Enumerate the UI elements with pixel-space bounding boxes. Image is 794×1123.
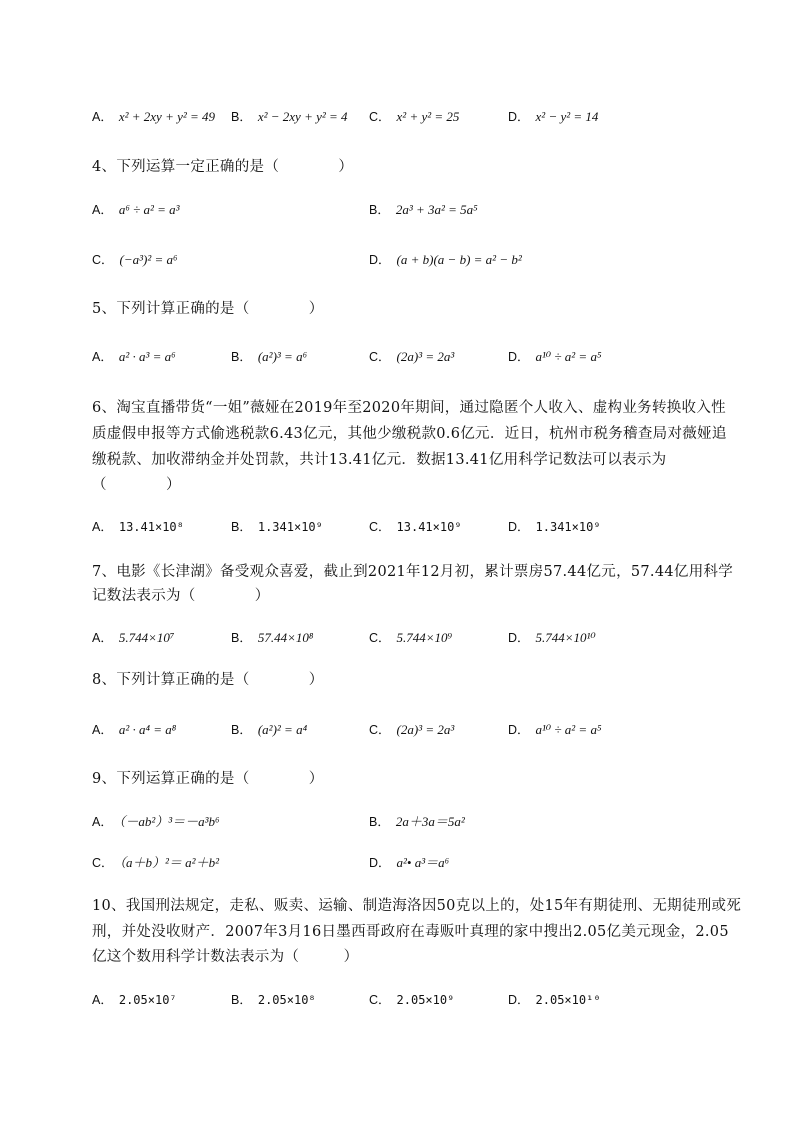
q7-stem-line-1: 7、电影《长津湖》备受观众喜爱，截止到2021年12月初，累计票房57.44亿元，57.44亿用科学 [92,564,734,580]
q3-option-d: D． x² − y² = 14 [508,109,599,124]
q7-option-c: C． 5.744×10⁹ [369,630,453,645]
q8-option-b: B． (a²)² = a⁴ [231,722,308,737]
q7-option-b: B． 57.44×10⁸ [231,630,314,645]
q9-option-c: C． （a＋b）²＝ a²＋b² [92,855,219,870]
q5-option-b: B． (a²)³ = a⁶ [231,349,308,364]
q6-option-c: C． 13.41×10⁹ [369,520,462,534]
q5-stem: 5、下列计算正确的是（ ） [92,301,324,317]
q9-option-b: B． 2a＋3a＝5a² [369,814,465,829]
q9-option-a: A． （－ab²）³＝－a³b⁶ [92,814,220,829]
q4-option-d: D． (a + b)(a − b) = a² − b² [369,252,522,267]
q10-option-a: A． 2.05×10⁷ [92,993,177,1007]
q5-option-d: D． a¹⁰ ÷ a² = a⁵ [508,349,602,364]
q9-stem: 9、下列运算正确的是（ ） [92,771,324,787]
q10-stem-line-2: 刑，并处没收财产．2007年3月16日墨西哥政府在毒贩叶真理的家中搜出2.05亿美元现金，2.05 [92,924,729,940]
q4-stem: 4、下列运算一定正确的是（ ） [92,159,354,175]
q3-option-b: B． x² − 2xy + y² = 4 [231,109,348,124]
q10-option-d: D． 2.05×10¹⁰ [508,993,601,1007]
q8-option-a: A． a² · a⁴ = a⁸ [92,722,177,737]
q6-option-a: A． 13.41×10⁸ [92,520,184,534]
q6-stem-line-3: 缴税款、加收滞纳金并处罚款，共计13.41亿元．数据13.41亿用科学记数法可以表示为 [92,452,667,468]
q10-stem-line-3: 亿这个数用科学计数法表示为（ ） [92,949,359,965]
q8-option-d: D． a¹⁰ ÷ a² = a⁵ [508,722,602,737]
q7-option-a: A． 5.744×10⁷ [92,630,175,645]
q8-stem: 8、下列计算正确的是（ ） [92,672,324,688]
q7-stem-line-2: 记数法表示为（ ） [92,588,270,604]
q3-option-a: A． x² + 2xy + y² = 49 [92,109,216,124]
q5-option-a: A． a² · a³ = a⁶ [92,349,176,364]
q6-stem-line-1: 6、淘宝直播带货“一姐”薇娅在2019年至2020年期间，通过隐匿个人收入、虚构业务转换收入性 [92,400,726,416]
q6-stem-line-4: （ ） [92,477,181,493]
q4-option-b: B． 2a³ + 3a² = 5a⁵ [369,202,478,217]
q6-stem-line-2: 质虚假申报等方式偷逃税款6.43亿元，其他少缴税款0.6亿元．近日，杭州市税务稽查局对薇娅追 [92,426,727,442]
q5-option-c: C． (2a)³ = 2a³ [369,349,455,364]
q4-option-c: C． (−a³)² = a⁶ [92,252,178,267]
q4-option-a: A． a⁶ ÷ a² = a³ [92,202,180,217]
q8-option-c: C． (2a)³ = 2a³ [369,722,455,737]
q10-option-c: C． 2.05×10⁹ [369,993,455,1007]
q6-option-b: B． 1.341×10⁹ [231,520,323,534]
q3-option-c: C． x² + y² = 25 [369,109,460,124]
q7-option-d: D． 5.744×10¹⁰ [508,630,596,645]
q9-option-d: D． a²• a³＝a⁶ [369,855,450,870]
q10-stem-line-1: 10、我国刑法规定，走私、贩卖、运输、制造海洛因50克以上的，处15年有期徒刑、无期徒刑或死 [92,898,742,914]
q10-option-b: B． 2.05×10⁸ [231,993,316,1007]
q6-option-d: D． 1.341×10⁹ [508,520,601,534]
